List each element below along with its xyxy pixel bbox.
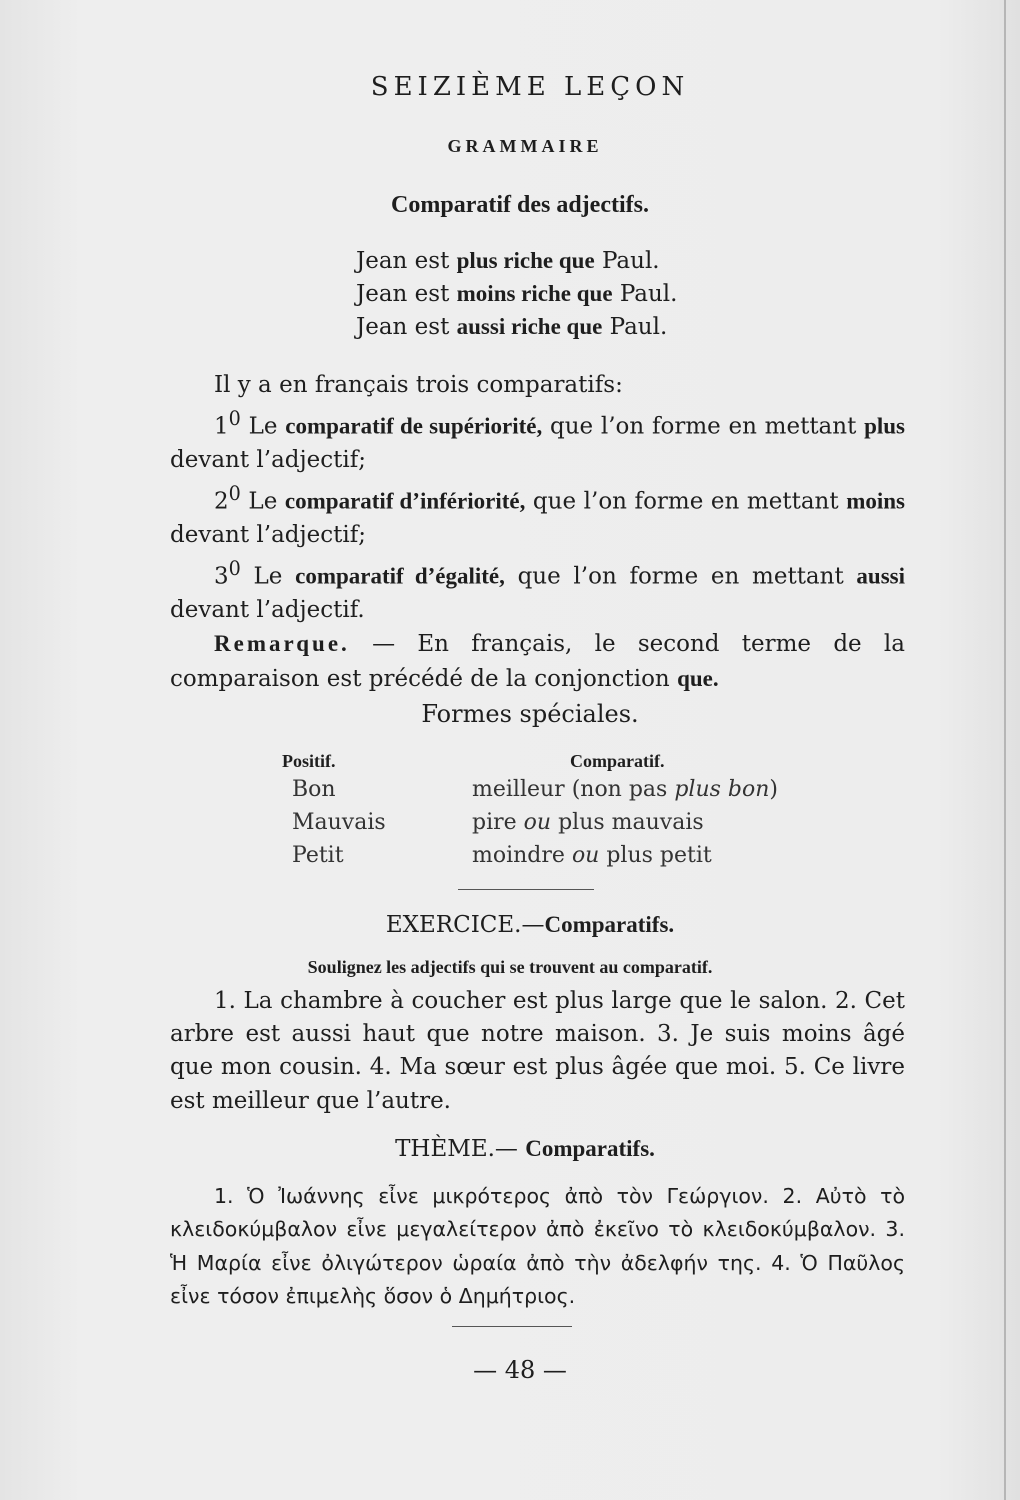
section-title: GRAMMAIRE [447,136,603,156]
divider [452,1326,572,1327]
intro-text: Il y a en français trois comparatifs: [214,372,623,398]
exercise-instruction: Soulignez les adjectifs qui se trouvent au comparatif. [307,957,713,977]
positif-cell: Mauvais [292,810,386,835]
comparatif-cell: pire ou plus mauvais [472,810,704,835]
exercise-heading: EXERCICE.—Comparatifs. [385,912,675,938]
example-sentence: Jean est moins riche que Paul. [356,281,678,307]
rules-block [170,369,905,696]
special-forms-heading: Formes spéciales. [421,700,639,728]
exercise-text: 1. La chambre à coucher est plus large que le salon. 2. Cet arbre est aussi haut que notre maison. 3. Je suis moins âgé que mon cousin. 4. Ma sœur est plus âgée que moi. 5. Ce livre est meilleur que l’autre. [170,988,905,1114]
grammar-heading: Comparatif des adjectifs. [391,192,649,218]
greek-translation-text: 1. Ὁ Ἰωάννης εἶνε μικρότερος ἀπὸ τὸν Γεώργιον. 2. Αὐτὸ τὸ κλειδοκύμβαλον εἶνε μεγαλείτερον ἀπὸ ἐκεῖνο τὸ κλειδοκύμβαλον. 3. Ἡ Μαρία εἶνε ὀλιγώτερον ὡραία ἀπὸ τὴν ἀδελφήν της. 4. Ὁ Παῦλος εἶνε τόσον ἐπιμελὴς ὅσον ὁ Δημήτριος. [170,1184,905,1309]
page-number: — 48 — [473,1356,567,1384]
remark: Remarque. — En français, le second terme de la comparaison est précédé de la conjonction que. [170,631,905,692]
divider [458,889,594,890]
theme-heading: THÈME.— Comparatifs. [395,1136,655,1162]
comparatif-cell: moindre ou plus petit [472,843,712,868]
column-header-positif: Positif. [282,751,336,771]
rule-item: $1^0$ Le comparatif de supériorité, que l’on forme en mettant plus devant l’adjectif; [170,407,906,474]
column-header-comparatif: Comparatif. [570,751,665,771]
example-sentence: Jean est aussi riche que Paul. [356,314,668,340]
rule-item: $2^0$ Le comparatif d’infériorité, que l’on forme en mettant moins devant l’adjectif; [170,482,905,549]
lesson-title: SEIZIÈME LEÇON [370,72,690,102]
positif-cell: Petit [292,843,344,868]
positif-cell: Bon [292,777,336,802]
comparatif-cell: meilleur (non pas plus bon) [472,777,779,802]
rule-item: $3^0$ Le comparatif d’égalité, que l’on forme en mettant aussi devant l’adjectif. [170,557,905,624]
example-sentence: Jean est plus riche que Paul. [356,248,660,274]
